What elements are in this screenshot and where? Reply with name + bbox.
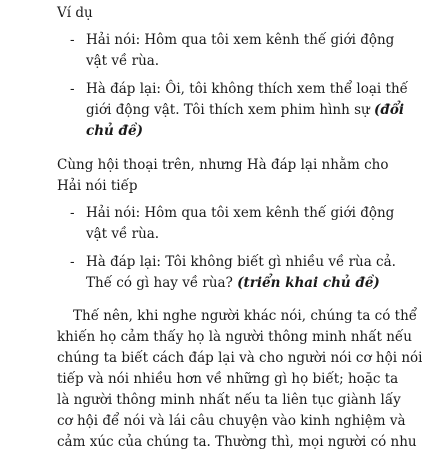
ex1-line-4: giới động vật. Tôi thích xem phim hình sự (đổi xyxy=(86,102,404,118)
bullet-dash: - xyxy=(70,254,75,270)
bullet-dash: - xyxy=(70,205,75,221)
ex2-line-3: Hà đáp lại: Tôi không biết gì nhiều về rùa cả. xyxy=(86,254,396,270)
transition-line-1: Cùng hội thoại trên, nhưng Hà đáp lại nhằm cho xyxy=(57,157,389,173)
paragraph-line-5: là người thông minh nhất nếu ta liên tục giành lấy xyxy=(57,392,401,408)
bullet-dash: - xyxy=(70,81,75,97)
ex1-line-3: Hà đáp lại: Ôi, tôi không thích xem thể loại thế xyxy=(86,81,408,97)
example-heading: Ví dụ xyxy=(57,5,93,21)
ex1-line-2: vật về rùa. xyxy=(86,53,160,69)
paragraph-line-4: tiếp và nói nhiều hơn về những gì họ biết; hoặc ta xyxy=(57,371,399,387)
ex2-line-1: Hải nói: Hôm qua tôi xem kênh thế giới động xyxy=(86,205,395,221)
paragraph-line-3: chúng ta biết cách đáp lại và cho người nói cơ hội nói xyxy=(57,350,422,366)
paragraph-line-6: cơ hội để nói và lái câu chuyện vào kinh nghiệm và xyxy=(57,413,406,429)
paragraph-line-2: khiến họ cảm thấy họ là người thông minh nhất nếu xyxy=(57,329,412,345)
ex1-line-5: chủ đề) xyxy=(86,123,143,139)
transition-line-2: Hải nói tiếp xyxy=(57,178,138,194)
bullet-dash: - xyxy=(70,32,75,48)
ex1-line-1: Hải nói: Hôm qua tôi xem kênh thế giới động xyxy=(86,32,395,48)
ex2-line-2: vật về rùa. xyxy=(86,226,160,242)
paragraph-line-7: cảm xúc của chúng ta. Thường thì, mọi người có nhu xyxy=(57,434,417,450)
ex2-line-4: Thế có gì hay về rùa? (triển khai chủ đề) xyxy=(86,275,380,291)
paragraph-line-1: Thế nên, khi nghe người khác nói, chúng ta có thể xyxy=(73,308,418,324)
